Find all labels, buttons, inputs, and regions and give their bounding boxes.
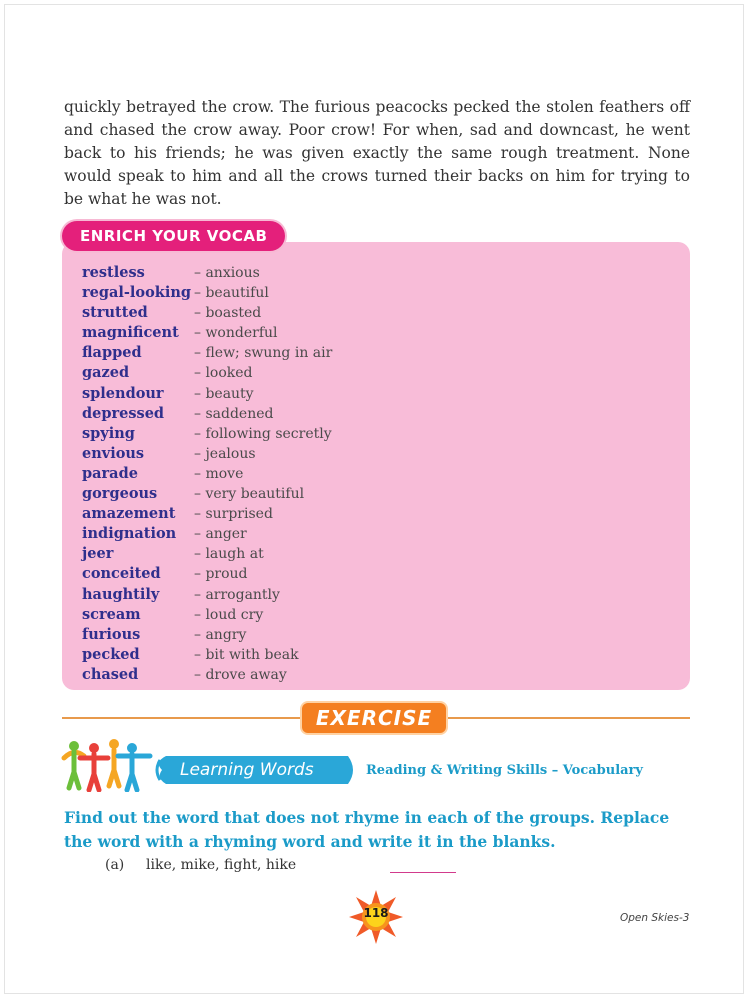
question-text: like, mike, fight, hike <box>146 857 297 873</box>
vocab-row <box>82 302 332 322</box>
exercise-label: EXERCISE <box>302 703 446 733</box>
vocab-row <box>82 523 332 543</box>
vocab-word: depressed <box>82 404 165 422</box>
vocab-box <box>62 242 690 690</box>
vocab-row <box>82 563 332 583</box>
vocab-word: splendour <box>82 384 164 402</box>
vocab-word: magnificent <box>82 324 179 342</box>
book-title: Open Skies-3 <box>620 912 690 924</box>
vocab-meaning: – proud <box>194 566 248 583</box>
vocab-word: restless <box>82 264 145 281</box>
vocab-meaning: – arrogantly <box>194 586 280 603</box>
vocab-row <box>82 463 332 483</box>
vocab-word: regal-looking <box>82 284 192 302</box>
vocab-word: jeer <box>82 545 114 563</box>
vocab-row <box>82 403 332 423</box>
answer-blank[interactable] <box>390 872 456 873</box>
vocab-word: scream <box>82 605 141 623</box>
vocab-meaning: – saddened <box>194 405 274 422</box>
vocab-meaning: – surprised <box>194 506 273 523</box>
vocab-word: envious <box>82 444 145 462</box>
vocab-row <box>82 322 332 342</box>
vocab-meaning: – very beautiful <box>194 486 305 503</box>
children-holding-hands-icon <box>60 736 154 792</box>
vocab-meaning: – anxious <box>194 265 260 281</box>
vocab-row <box>82 443 332 463</box>
vocab-word: amazement <box>82 505 176 523</box>
vocab-word: flapped <box>82 344 142 362</box>
vocab-row <box>82 483 332 503</box>
vocab-row <box>82 383 332 403</box>
vocab-row <box>82 262 332 282</box>
vocab-meaning: – anger <box>194 526 247 543</box>
vocab-word: chased <box>82 665 139 683</box>
vocab-word: parade <box>82 464 138 482</box>
vocab-word: strutted <box>82 304 148 322</box>
vocab-row <box>82 423 332 443</box>
skills-label: Reading & Writing Skills – Vocabulary <box>366 763 643 778</box>
vocab-meaning: – move <box>194 465 244 482</box>
vocab-row <box>82 342 332 362</box>
vocab-row <box>82 362 332 382</box>
vocab-row <box>82 584 332 604</box>
vocab-row <box>82 282 332 302</box>
vocab-list <box>82 262 332 684</box>
vocab-meaning: – beautiful <box>194 285 269 302</box>
vocab-word: spying <box>82 424 135 442</box>
vocab-meaning: – looked <box>194 365 253 382</box>
vocab-meaning: – laugh at <box>194 546 264 563</box>
vocab-row <box>82 503 332 523</box>
vocab-meaning: – jealous <box>194 445 256 462</box>
learning-words-label: Learning Words <box>180 760 314 780</box>
vocab-word: furious <box>82 625 141 643</box>
vocab-word: pecked <box>82 645 140 663</box>
vocab-meaning: – following secretly <box>194 425 332 442</box>
page-number: 118 <box>363 906 389 920</box>
story-paragraph: quickly betrayed the crow. The furious peacocks pecked the stolen feathers off and chased the crow away. Poor crow! For when, sad and downcast, he went back to his friends; he was given exactly the same rough treatment. None would speak to him and all the crows turned their backs on him for trying to be what he was not. <box>64 98 690 208</box>
vocab-word: haughtily <box>82 585 160 603</box>
vocab-meaning: – flew; swung in air <box>194 345 333 362</box>
vocab-row <box>82 624 332 644</box>
exercise-instruction: Find out the word that does not rhyme in each of the groups. Replace the word with a rhyming word and write it in the blanks. <box>64 808 670 851</box>
vocab-meaning: – drove away <box>194 666 287 683</box>
vocab-word: gazed <box>82 364 130 382</box>
vocab-row <box>82 543 332 563</box>
question-label: (a) <box>105 857 125 873</box>
vocab-meaning: – loud cry <box>194 606 264 623</box>
vocab-word: conceited <box>82 565 161 583</box>
vocab-meaning: – beauty <box>194 385 254 402</box>
vocab-word: gorgeous <box>82 485 158 503</box>
vocab-meaning: – boasted <box>194 305 262 322</box>
vocab-meaning: – angry <box>194 626 247 643</box>
vocab-meaning: – wonderful <box>194 325 278 342</box>
vocab-word: indignation <box>82 525 177 543</box>
vocab-meaning: – bit with beak <box>194 646 299 663</box>
vocab-row <box>82 644 332 664</box>
vocab-row <box>82 664 332 684</box>
vocab-row <box>82 604 332 624</box>
vocab-heading: ENRICH YOUR VOCAB <box>62 221 285 251</box>
